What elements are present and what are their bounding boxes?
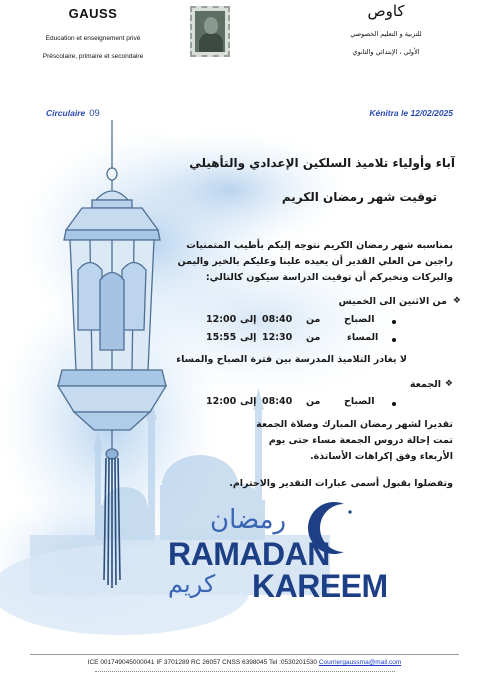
letter-addressee: آباء وأولياء تلاميذ السلكين الإعدادي والتأهيلي [189, 156, 455, 170]
kareem-wordmark: KAREEM [252, 568, 388, 604]
schedule2-to-word-1: إلى [240, 396, 257, 407]
header-latin-block [28, 6, 158, 60]
schedule1-to-word-1: إلى [240, 314, 257, 325]
diamond-bullet-icon: ❖ [444, 379, 453, 389]
brand-name-latin: GAUSS [68, 6, 118, 21]
schedule2-period-1: الصباح [344, 396, 375, 407]
footer-email-link[interactable]: Courriergaussma@mail.com [318, 659, 402, 666]
weekday-note: لا يغادر التلاميذ المدرسة بين فترة الصباح والمساء [176, 354, 407, 365]
bullet-dot-icon [392, 338, 396, 342]
gauss-stamp-logo [190, 6, 230, 57]
schedule1-to-1: 12:00 [206, 314, 237, 325]
ramadan-arabic-calligraphy: رمضان [210, 505, 287, 535]
bullet-dot-icon [392, 402, 396, 406]
bullet-dot-icon [392, 320, 396, 324]
circular-number: 09 [89, 108, 100, 119]
schedule2-from-word-1: من [306, 396, 321, 407]
schedule1-period-1: الصباح [344, 314, 375, 325]
schedule2-to-1: 12:00 [206, 396, 237, 407]
schedule1-from-2: 12:30 [262, 332, 293, 343]
brand-name-arabic: كاوص [367, 2, 405, 20]
section-weekdays-heading: من الاثنين الى الخميس [338, 296, 447, 307]
intro-paragraph: بمناسبه شهر رمضان الكريم نتوجه إليكم بأطيب المتمنيات راجين من العلي القدير أن يعيده علينا وعليكم بالخير واليمن والبركات ونخبركم أن توقيت الدراسة سيكون كالتالي: [177, 240, 453, 283]
header-latin-line2: Préscolaire, primaire et secondaire [42, 53, 144, 60]
schedule1-from-word-1: من [306, 314, 321, 325]
schedule1-period-2: المساء [347, 332, 379, 343]
footer-registration: ICE 001749045000041 IF 3701289 RC 26057 CNSS 6398045 Tel :0530201530 [87, 659, 318, 666]
schedule1-from-word-2: من [306, 332, 321, 343]
footer-web-links-cropped [0, 670, 489, 675]
circular-reference [46, 108, 100, 119]
diamond-bullet-icon: ❖ [452, 296, 461, 306]
header-arabic-line2: الأولي ، الإبتدائي والثانوي [352, 48, 420, 56]
kareem-arabic-calligraphy: كريم [168, 570, 216, 598]
header-latin-line1: Education et enseignement privé [45, 35, 141, 42]
circular-label: Circulaire [46, 108, 86, 118]
header-arabic-line1: للتربية و التعليم الخصوصي [350, 30, 422, 38]
ramadan-wordmark: RAMADAN [168, 536, 330, 572]
letter-subject: توقيت شهر رمضان الكريم [281, 190, 437, 204]
schedule1-to-word-2: إلى [240, 332, 257, 343]
schedule1-to-2: 15:55 [206, 332, 237, 343]
section-friday-heading: الجمعة [409, 379, 441, 390]
header-arabic-block [311, 2, 461, 56]
friday-paragraph: تقديرا لشهر رمضان المبارك وصلاة الجمعة تمت إحالة دروس الجمعة مساء حتى يوم الأربعاء وفق إكراهات الأساتذة. [256, 419, 453, 462]
letter-date: Kénitra le 12/02/2025 [369, 108, 453, 118]
footer-legal-info [0, 659, 489, 666]
closing-formula: وتفضلوا بقبول أسمى عبارات التقدير والاحترام. [229, 478, 453, 489]
footer-divider [30, 654, 459, 655]
schedule1-from-1: 08:40 [262, 314, 293, 325]
schedule2-from-1: 08:40 [262, 396, 293, 407]
